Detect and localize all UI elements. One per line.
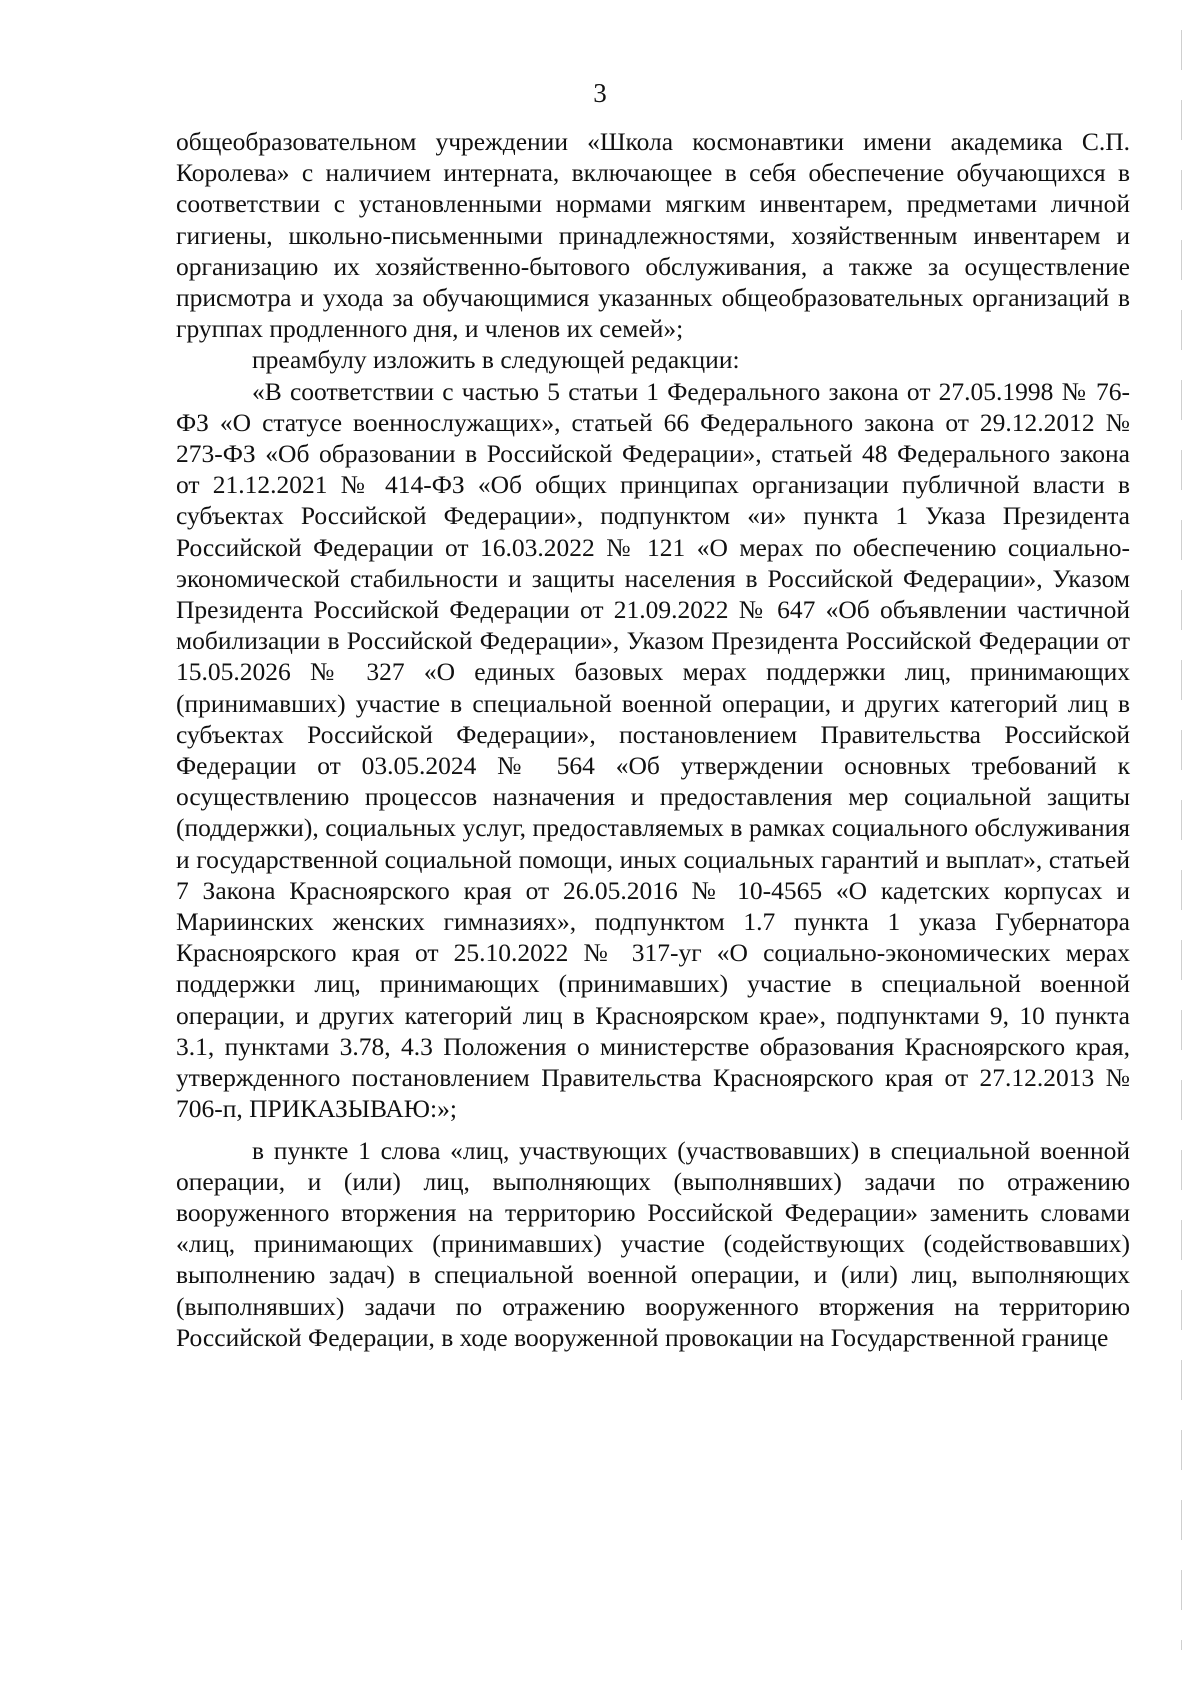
paragraph-point-1-amendment: в пункте 1 слова «лиц, участвующих (участвовавших) в специальной военной операции, и (или) лиц, выполняющих (выполнявших) задачи по отражению вооруженного вторжения на территорию Российской Федерации» заменить словами «лиц, принимающих (принимавших) участие (содействующих (содействовавших) выполнению задач) в специальной военной операции, и (или) лиц, выполняющих (выполнявших) задачи по отражению вооруженного вторжения на территорию Российской Федерации, в ходе вооруженной провокации на Государственной границе bbox=[176, 1135, 1130, 1352]
page-number: 3 bbox=[593, 78, 607, 108]
scan-edge-mark bbox=[1181, 30, 1182, 1650]
paragraph-preamble-text: «В соответствии с частью 5 статьи 1 Федерального закона от 27.05.1998 № 76-ФЗ «О статусе военнослужащих», статьей 66 Федерального закона от 29.12.2012 № 273-ФЗ «Об образовании в Российской Федерации», статьей 48 Федерального закона от 21.12.2021 № 414-ФЗ «Об общих принципах организации публичной власти в субъектах Российской Федерации», подпунктом «и» пункта 1 Указа Президента Российской Федерации от 16.03.2022 № 121 «О мерах по обеспечению социально-экономической стабильности и защиты населения в Российской Федерации», Указом Президента Российской Федерации от 21.09.2022 № 647 «Об объявлении частичной мобилизации в Российской Федерации», Указом Президента Российской Федерации от 15.05.2026 № 327 «О единых базовых мерах поддержки лиц, принимающих (принимавших) участие в специальной военной операции, и других категорий лиц в субъектах Российской Федерации», постановлением Правительства Российской Федерации от 03.05.2024 № 564 «Об утверждении основных требований к осуществлению процессов назначения и предоставления мер социальной защиты (поддержки), социальных услуг, предоставляемых в рамках социального обслуживания и государственной социальной помощи, иных социальных гарантий и выплат», статьей 7 Закона Красноярского края от 26.05.2016 № 10-4565 «О кадетских корпусах и Мариинских женских гимназиях», подпунктом 1.7 пункта 1 указа Губернатора Красноярского края от 25.10.2022 № 317-уг «О социально-экономических мерах поддержки лиц, принимающих (принимавших) участие в специальной военной операции, и других категорий лиц в Красноярском крае», подпунктами 9, 10 пункта 3.1, пунктами 3.78, 4.3 Положения о министерстве образования Красноярского края, утвержденного постановлением Правительства Красноярского края от 27.12.2013 № 706-п, ПРИКАЗЫВАЮ:»; bbox=[176, 376, 1130, 1124]
document-body bbox=[176, 126, 1130, 1353]
paragraph-continuation: общеобразовательном учреждении «Школа космонавтики имени академика С.П. Королева» с наличием интерната, включающее в себя обеспечение обучающихся в соответствии с установленными нормами мягким инвентарем, предметами личной гигиены, школьно-письменными принадлежностями, хозяйственным инвентарем и организацию их хозяйственно-бытового обслуживания, а также за осуществление присмотра и ухода за обучающимися указанных общеобразовательных организаций в группах продленного дня, и членов их семей»; bbox=[176, 127, 1130, 344]
paragraph-preamble-instruction: преамбулу изложить в следующей редакции: bbox=[252, 345, 740, 375]
